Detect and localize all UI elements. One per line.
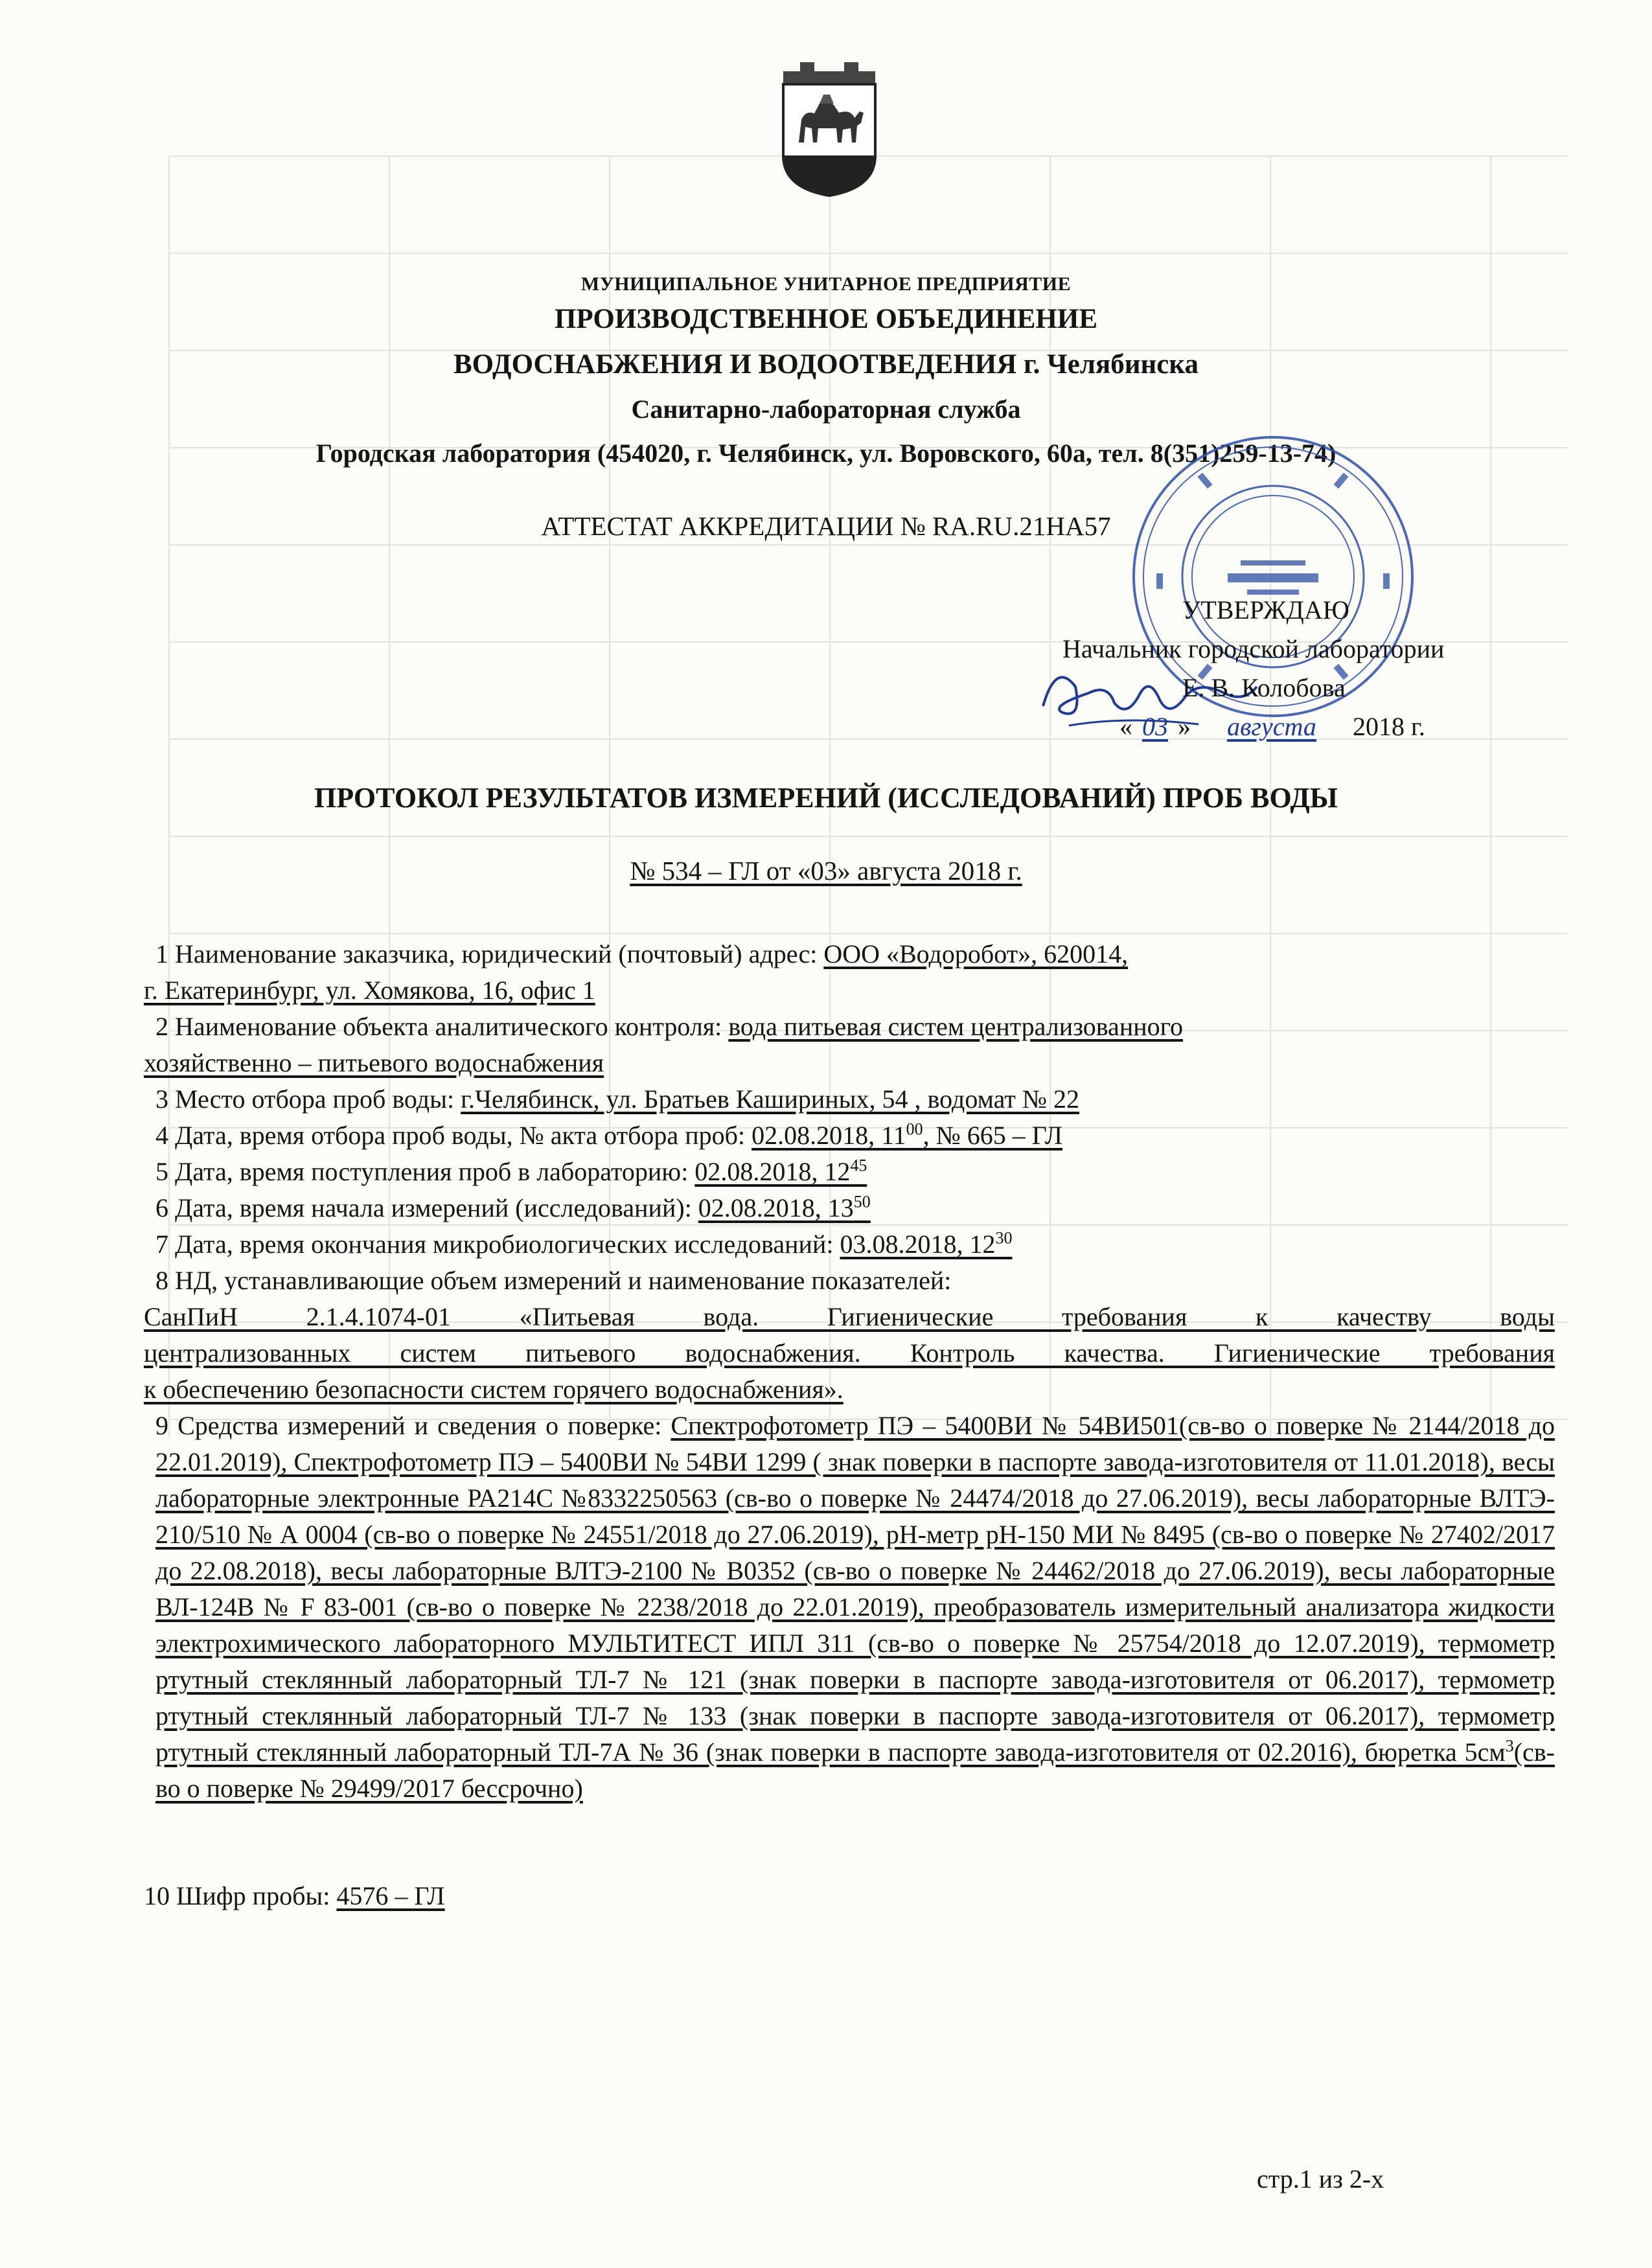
field-6: 6 Дата, время начала измерений (исследований): 02.08.2018, $13^{50}$ bbox=[155, 1192, 871, 1222]
approval-date-day: 03 bbox=[1142, 712, 1168, 741]
field-8-value: СанПиН 2.1.4.1074-01 «Питьевая вода. Гигиенические требования к качеству воды централизованных систем питьевого водоснабжения. Контроль качества. Гигиенические требования к обеспечению безопасности систем горячего водоснабжения». bbox=[144, 1302, 1555, 1404]
page-number: стр.1 из 2-х bbox=[1257, 2164, 1384, 2194]
accreditation-number: АТТЕСТАТ АККРЕДИТАЦИИ № RA.RU.21НА57 bbox=[541, 511, 1111, 541]
approval-block bbox=[1062, 591, 1444, 746]
approval-date: « 03 » августа 2018 г. bbox=[1062, 707, 1444, 746]
field-7: 7 Дата, время окончания микробиологических исследований: 03.08.2018, $12^{30}$ bbox=[155, 1228, 1013, 1259]
approval-date-year: 2018 г. bbox=[1353, 712, 1425, 741]
approval-name: Е. В. Колобова bbox=[1182, 673, 1346, 702]
protocol-fields bbox=[144, 936, 1555, 1914]
org-name-line2: ВОДОСНАБЖЕНИЯ И ВОДООТВЕДЕНИЯ г. Челябинска bbox=[453, 349, 1199, 380]
org-name-line1: ПРОИЗВОДСТВЕННОЕ ОБЪЕДИНЕНИЕ bbox=[554, 304, 1098, 334]
field-4: 4 Дата, время отбора проб воды, № акта отбора проб: 02.08.2018, $11^{00}$, № 665 – ГЛ bbox=[155, 1119, 1062, 1150]
field-9: 9 Средства измерений и сведения о поверке: Спектрофотометр ПЭ – 5400ВИ № 54ВИ501(св-во о поверке № 2144/2018 до 22.01.2019), Спектрофотометр ПЭ – 5400ВИ № 54ВИ 1299 ( знак поверки в паспорте завода-изготовителя от 11.01.2018), весы лабораторные электронные РА214С №8332250563 (св-во о поверке № 24474/2018 до 27.06.2019), весы лабораторные ВЛТЭ- 210/510 № А 0004 (св-во о поверке № 24551/2018 до 27.06.2019), рН-метр рН-150 МИ № 8495 (св-во о поверке № 27402/2017 до 22.08.2018), весы лабораторные ВЛТЭ-2100 № В0352 (св-во о поверке № 24462/2018 до 27.06.2019), весы лабораторные ВЛ-124В № F 83-001 (св-во о поверке № 2238/2018 до 22.01.2019), преобразователь измерительный анализатора жидкости электрохимического лабораторного МУЛЬТИТЕСТ ИПЛ 311 (св-во о поверке № 25754/2018 до 12.07.2019), термометр ртутный стеклянный лабораторный ТЛ-7 № 121 (знак поверки в паспорте завода-изготовителя от 06.2017), термометр ртутный стеклянный лабораторный ТЛ-7 № 133 (знак поверки в паспорте завода-изготовителя от 06.2017), термометр ртутный стеклянный лабораторный ТЛ-7А № 36 (знак поверки в паспорте завода-изготовителя от 02.2016), бюретка $5см^3(св-во$ о поверке № 29499/2017 бессрочно) bbox=[155, 1411, 1555, 1803]
field-1-cont: г. Екатеринбург, ул. Хомякова, 16, офис 1 bbox=[144, 976, 595, 1005]
approval-heading: УТВЕРЖДАЮ bbox=[1182, 595, 1349, 624]
field-5: 5 Дата, время поступления проб в лабораторию: 02.08.2018, $12^{45}$ bbox=[155, 1156, 867, 1186]
field-8: 8 НД, устанавливающие объем измерений и наименование показателей: bbox=[155, 1266, 952, 1295]
service-name: Санитарно-лабораторная служба bbox=[631, 395, 1021, 424]
document-number: № 534 – ГЛ от «03» августа 2018 г. bbox=[630, 856, 1022, 886]
org-type: МУНИЦИПАЛЬНОЕ УНИТАРНОЕ ПРЕДПРИЯТИЕ bbox=[580, 273, 1072, 295]
approval-date-month: августа bbox=[1227, 712, 1316, 741]
document-title: ПРОТОКОЛ РЕЗУЛЬТАТОВ ИЗМЕРЕНИЙ (ИССЛЕДОВАНИЙ) ПРОБ ВОДЫ bbox=[314, 782, 1338, 814]
approval-position: Начальник городской лаборатории bbox=[1062, 634, 1445, 663]
field-2: 2 Наименование объекта аналитического контроля: вода питьевая систем централизованного bbox=[155, 1012, 1184, 1041]
field-10: 10 Шифр пробы: 4576 – ГЛ bbox=[144, 1881, 445, 1910]
field-1: 1 Наименование заказчика, юридический (почтовый) адрес: ООО «Водоробот», 620014, bbox=[155, 939, 1129, 968]
lab-address: Городская лаборатория (454020, г. Челябинск, ул. Воровского, 60а, тел. 8(351)259-13-74) bbox=[315, 439, 1337, 468]
field-3: 3 Место отбора проб воды: г.Челябинск, ул. Братьев Кашириных, 54 , водомат № 22 bbox=[155, 1084, 1079, 1114]
city-emblem-icon bbox=[774, 58, 884, 198]
field-2-cont: хозяйственно – питьевого водоснабжения bbox=[144, 1048, 604, 1077]
